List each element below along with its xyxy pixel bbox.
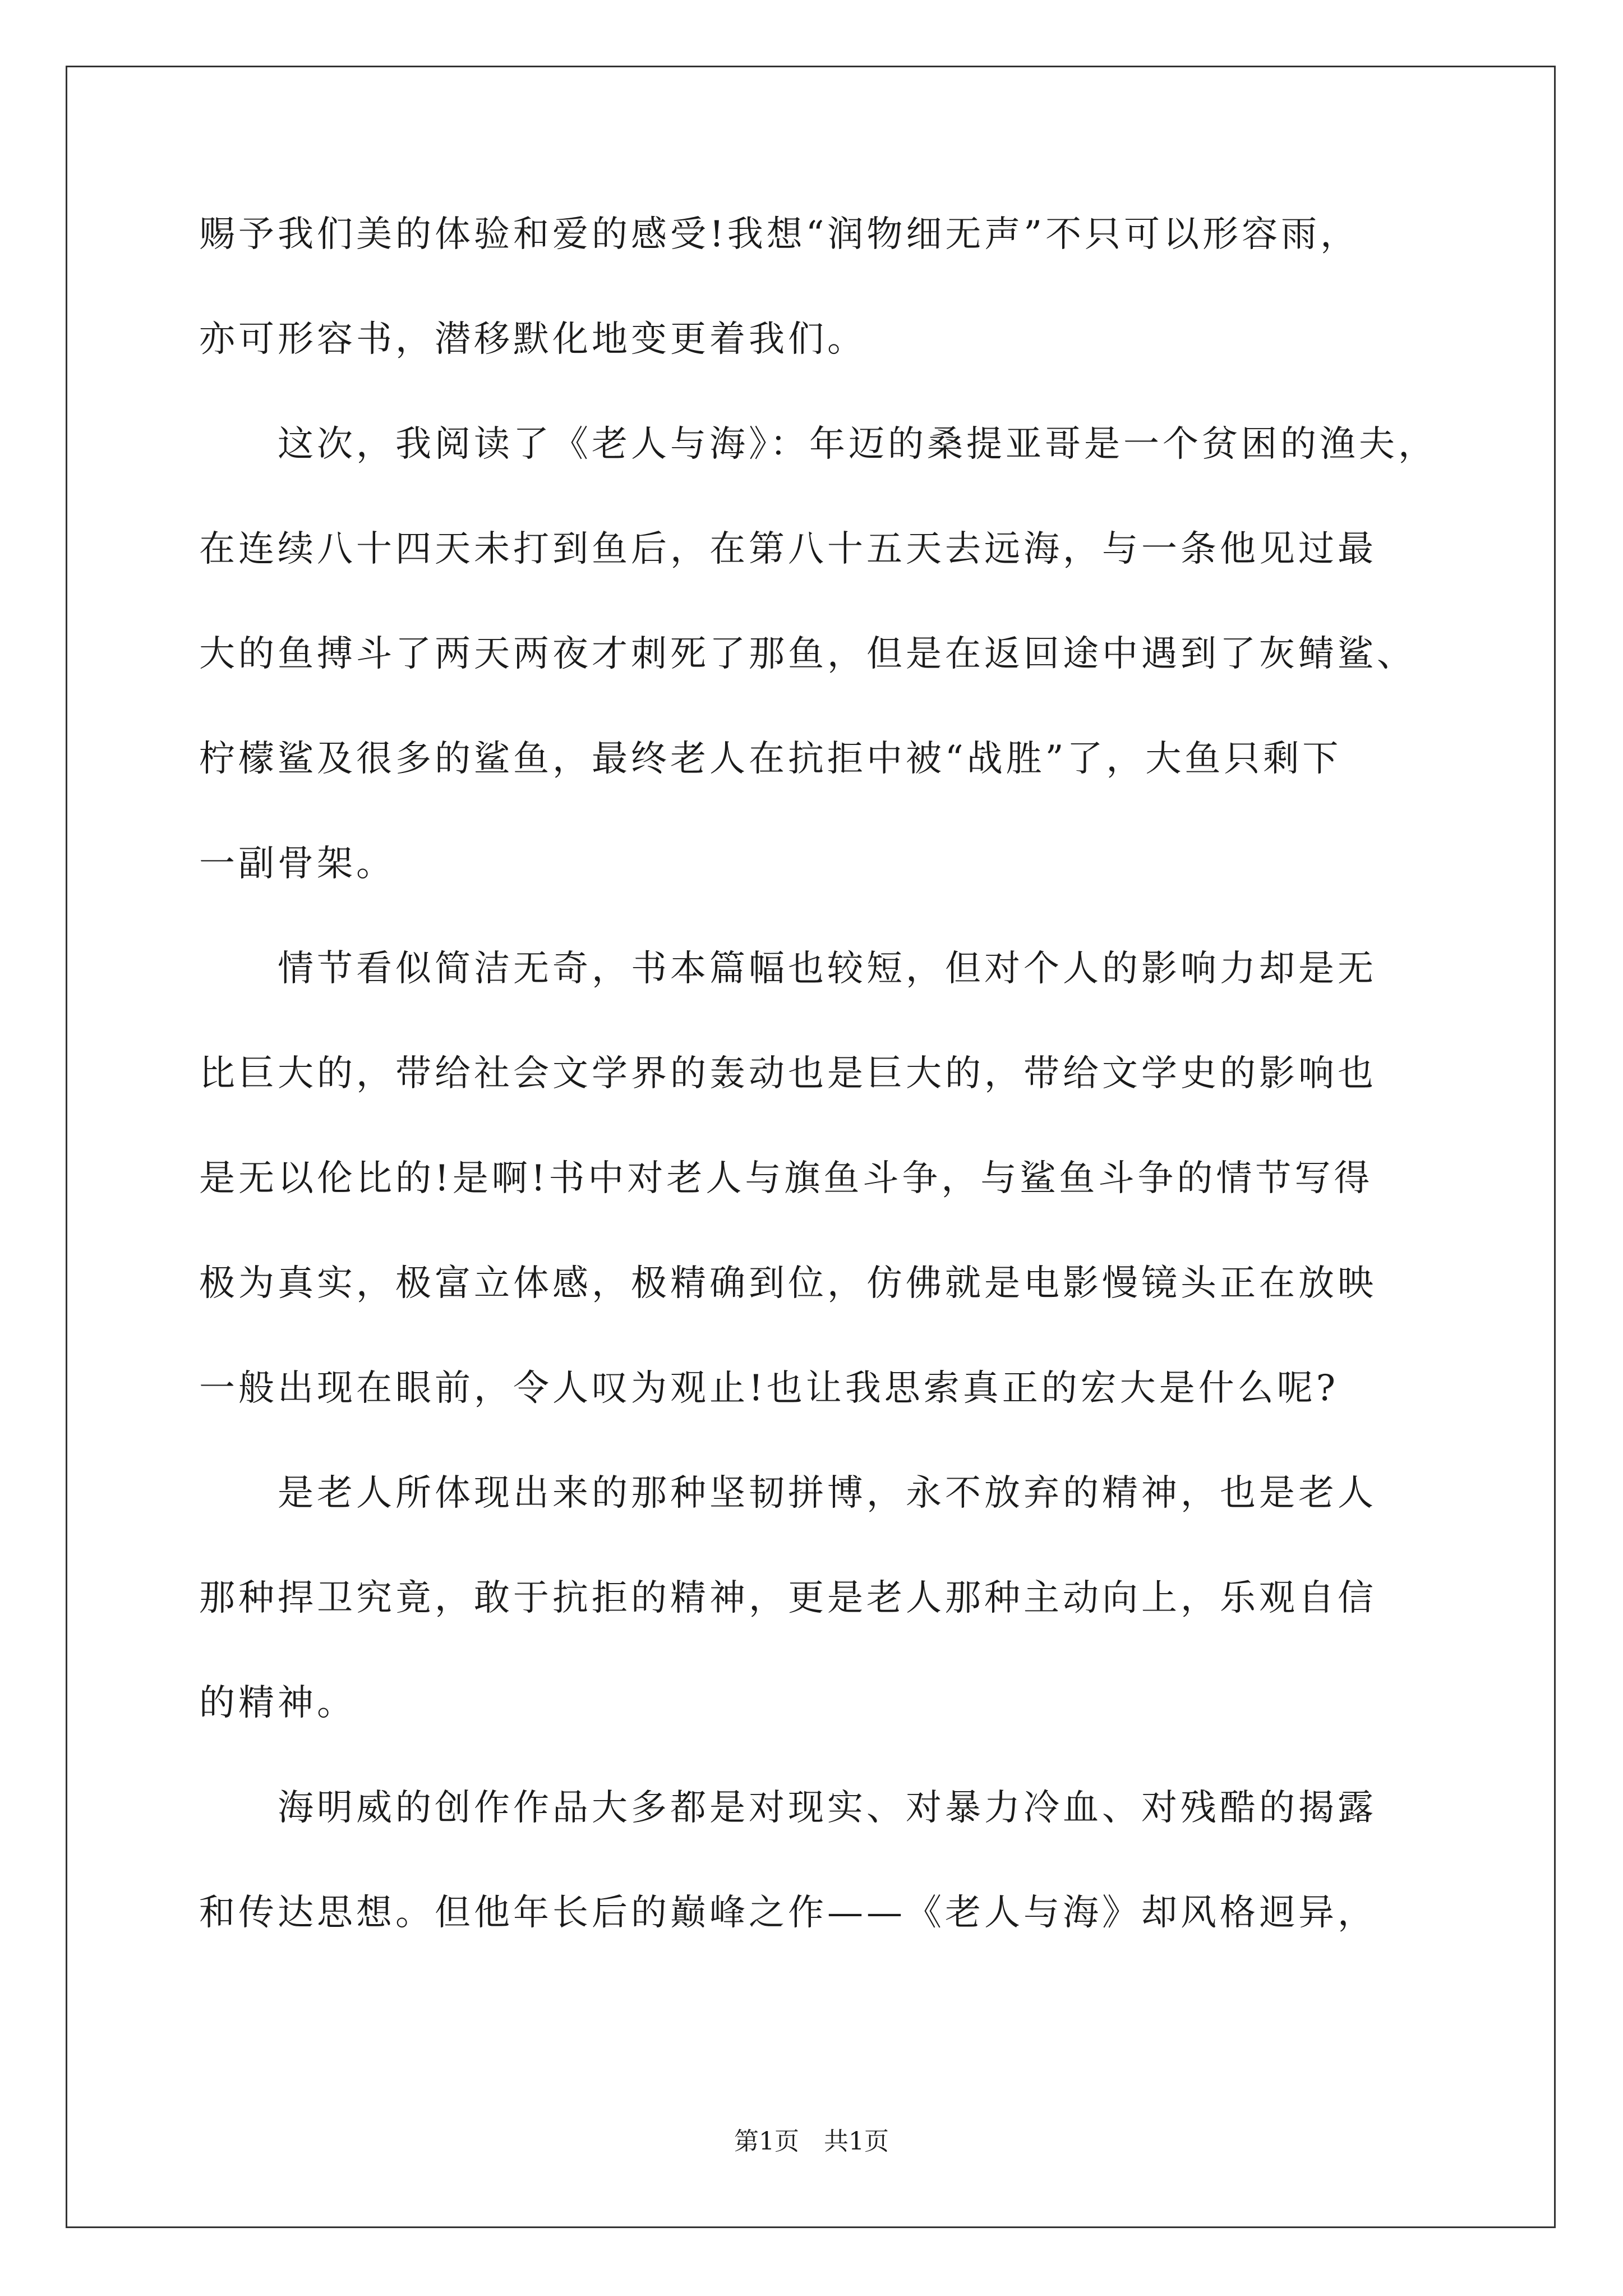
text-line: 情节看似简洁无奇，书本篇幅也较短，但对个人的影响力却是无 xyxy=(199,948,1377,990)
text-line: 大的鱼搏斗了两天两夜才刺死了那鱼，但是在返回途中遇到了灰鲭鲨、 xyxy=(199,633,1416,675)
page-footer: 第1页 共1页 xyxy=(734,2127,889,2156)
text-line: 亦可形容书，潜移默化地变更着我们。 xyxy=(199,319,866,360)
text-line: 是老人所体现出来的那种坚韧拼博，永不放弃的精神，也是老人 xyxy=(199,1473,1377,1514)
text-line: 和传达思想。但他年长后的巅峰之作——《老人与海》却风格迥异， xyxy=(199,1892,1377,1934)
text-line: 那种捍卫究竟，敢于抗拒的精神，更是老人那种主动向上，乐观自信 xyxy=(199,1577,1377,1619)
text-line: 是无以伦比的!是啊!书中对老人与旗鱼斗争，与鲨鱼斗争的情节写得 xyxy=(199,1158,1373,1199)
text-line: 一副骨架。 xyxy=(199,843,395,885)
text-line: 海明威的创作作品大多都是对现实、对暴力冷血、对残酷的揭露 xyxy=(199,1787,1377,1829)
text-line: 柠檬鲨及很多的鲨鱼，最终老人在抗拒中被“战胜”了，大鱼只剩下 xyxy=(199,738,1342,780)
text-line: 极为真实，极富立体感，极精确到位，仿佛就是电影慢镜头正在放映 xyxy=(199,1263,1377,1304)
text-line: 在连续八十四天未打到鱼后，在第八十五天去远海，与一条他见过最 xyxy=(199,528,1377,570)
text-line: 这次，我阅读了《老人与海》：年迈的桑提亚哥是一个贫困的渔夫， xyxy=(199,424,1437,465)
text-line: 一般出现在眼前，令人叹为观止!也让我思索真正的宏大是什么呢? xyxy=(199,1368,1339,1409)
text-line: 比巨大的，带给社会文学界的轰动也是巨大的，带给文学史的影响也 xyxy=(199,1053,1377,1094)
text-line: 赐予我们美的体验和爱的感受!我想“润物细无声”不只可以形容雨， xyxy=(199,214,1360,255)
text-line: 的精神。 xyxy=(199,1682,356,1724)
